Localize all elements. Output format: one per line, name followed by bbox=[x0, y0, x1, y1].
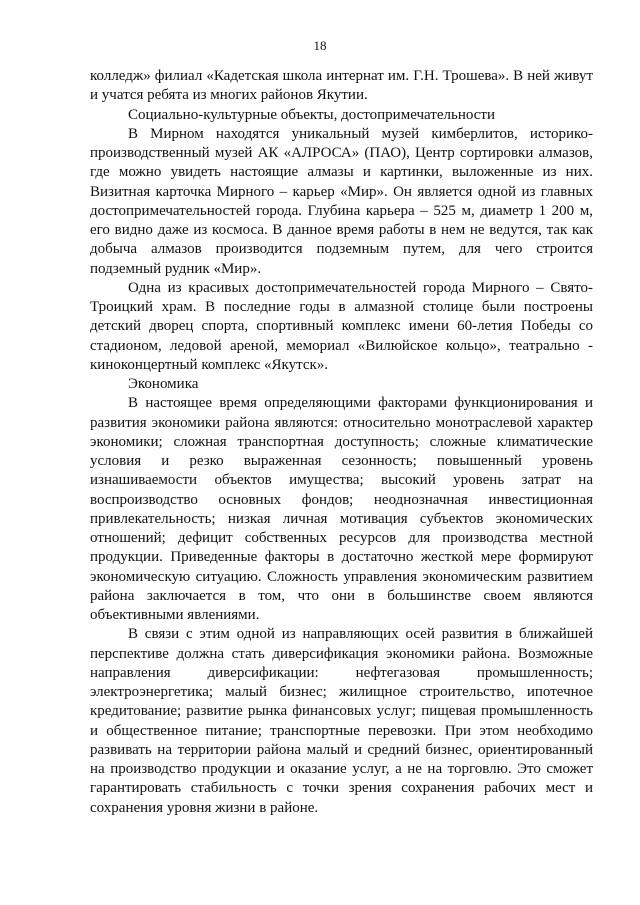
page-number: 18 bbox=[313, 38, 327, 53]
paragraph-diversification: В связи с этим одной из направляющих осей развития в ближайшей перспективе должна стать диверсификация экономики района. Возможные направления диверсификации: нефтегазовая промышленность; электроэнергетика; малый бизнес; жилищное строительство, ипотечное кредитование; развитие рынка финансовых услуг; пищевая промышленность и общественное питание; транспортные перевозки. При этом необходимо развивать на территории района малый и средний бизнес, ориентированный на производство продукции и оказание услуг, а не на торговлю. Это сможет гарантировать стабильность с точки зрения сохранения рабочих мест и сохранения уровня жизни в районе. bbox=[90, 626, 593, 816]
paragraph-landmarks: Одна из красивых достопримечательностей города Мирного – Свято-Троицкий храм. В последние годы в алмазной столице были построены детский дворец спорта, спортивный комплекс имени 60-летия Победы со стадионом, ледовой ареной, мемориал «Вилюйское кольцо», театрально - киноконцертный комплекс «Якутск». bbox=[90, 279, 593, 373]
document-body bbox=[90, 67, 593, 818]
section-heading-culture: Социально-культурные объекты, достопримечательности bbox=[128, 106, 495, 123]
paragraph-economic-factors: В настоящее время определяющими факторами функционирования и развития экономики района являются: относительно монотраслевой характер экономики; сложная транспортная доступность; сложные климатические условия и резко выраженная сезонность; повышенный уровень изнашиваемости объектов имущества; высокий уровень затрат на воспроизводство основных фондов; неоднозначная инвестиционная привлекательность; низкая личная мотивация субъектов экономических отношений; дефицит собственных ресурсов для производства местной продукции. Приведенные факторы в достаточно жесткой мере формируют экономическую ситуацию. Сложность управления экономическим развитием района заключается в том, что они в большинстве своем являются объективными явлениями. bbox=[90, 395, 593, 623]
paragraph-cadet-school: колледж» филиал «Кадетская школа интернат им. Г.Н. Трошева». В ней живут и учатся ребята из многих районов Якутии. bbox=[90, 68, 593, 104]
paragraph-mirny-attractions: В Мирном находятся уникальный музей кимберлитов, историко-производственный музей АК «АЛРОСА» (ПАО), Центр сортировки алмазов, где можно увидеть настоящие алмазы и картинки, выложенные из них. Визитная карточка Мирного – карьер «Мир». Он является одной из главных достопримечательностей города. Глубина карьера – 525 м, диаметр 1 200 м, его видно даже из космоса. В данное время работы в нем не ведутся, так как добыча алмазов производится подземным путем, для чего строится подземный рудник «Мир». bbox=[90, 125, 593, 277]
section-heading-economy: Экономика bbox=[128, 376, 199, 392]
